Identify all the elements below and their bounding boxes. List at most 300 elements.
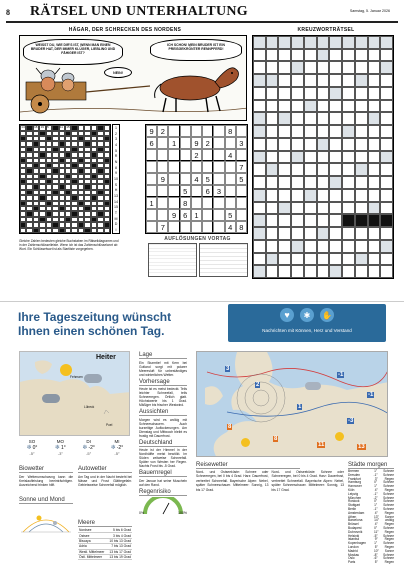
city-name: München	[348, 495, 362, 500]
answer-cell[interactable]	[266, 202, 279, 215]
grid-cell[interactable]: 18	[34, 125, 38, 130]
answer-cell[interactable]	[253, 202, 266, 215]
answer-cell[interactable]	[266, 100, 279, 113]
answer-cell[interactable]	[355, 240, 368, 253]
sea-temp: 10 bis 13 Grad	[107, 538, 132, 543]
answer-cell[interactable]	[355, 138, 368, 151]
answer-cell[interactable]	[278, 253, 291, 266]
answer-cell[interactable]	[253, 176, 266, 189]
answer-cell[interactable]	[368, 87, 381, 100]
answer-cell[interactable]	[342, 240, 355, 253]
city-temp: -5°	[373, 533, 378, 538]
answer-cell[interactable]	[317, 151, 330, 164]
clue-cell	[380, 61, 393, 74]
banner-strip	[0, 301, 404, 343]
grid-cell[interactable]: 11	[59, 125, 63, 130]
answer-cell[interactable]	[266, 125, 279, 138]
sudoku-cell[interactable]	[157, 137, 168, 149]
sudoku-cell[interactable]	[180, 125, 191, 137]
answer-cell[interactable]	[278, 151, 291, 164]
answer-cell[interactable]	[278, 138, 291, 151]
staedte-title: Städte morgen	[348, 462, 394, 469]
answer-cell[interactable]	[355, 125, 368, 138]
answer-cell[interactable]	[317, 202, 330, 215]
answer-cell[interactable]	[380, 202, 393, 215]
answer-cell[interactable]	[342, 151, 355, 164]
key-letter: R	[114, 154, 118, 159]
answer-cell[interactable]	[342, 74, 355, 87]
answer-cell[interactable]	[342, 227, 355, 240]
grid-cell[interactable]: 5	[46, 125, 52, 131]
sudoku-cell[interactable]	[213, 173, 224, 185]
answer-cell[interactable]	[368, 176, 381, 189]
sudoku-cell[interactable]	[213, 197, 224, 209]
sudoku-cell[interactable]	[168, 185, 179, 197]
answer-cell[interactable]	[304, 253, 317, 266]
grid-cell[interactable]: 14	[21, 125, 25, 130]
sudoku-cell[interactable]	[236, 197, 247, 209]
answer-cell[interactable]	[253, 100, 266, 113]
vorhersage-text: Heute ist es meist bedeckt. Teils leichter Schneefall, teils Schneeregen. Örtlich glatt. Höchstwerte bis 1 Grad. Mäßiger bis frischer Westwind.	[139, 387, 187, 407]
sudoku-cell: 4	[191, 173, 202, 185]
answer-cell[interactable]	[278, 240, 291, 253]
kreuzwort-grid[interactable]	[252, 35, 394, 279]
speech-bubble-right: ICH SCHON! MEIN BRUDER IST EIN PREISGEKRÖNTER RENNPFERD!	[150, 39, 242, 61]
answer-cell[interactable]	[342, 163, 355, 176]
answer-cell[interactable]	[291, 214, 304, 227]
map-temp: 3	[226, 366, 230, 372]
key-letter: 8	[115, 165, 117, 170]
answer-cell[interactable]	[253, 240, 266, 253]
city-temp: 0°	[374, 525, 378, 530]
deutschland-text: Heute ist der Himmel in der Nordhälfte meist bewölkt. Im Süden zeitweise Schneefall. Später von Westen her Regen. Nachts Frost bis -5 Grad.	[139, 448, 187, 468]
bauernregel-title: Bauernregel	[139, 470, 187, 477]
sudoku-cell[interactable]	[213, 161, 224, 173]
sudoku-cell[interactable]	[146, 161, 157, 173]
clue-cell	[355, 253, 368, 266]
grid-cell[interactable]: 19	[40, 125, 44, 130]
answer-cell[interactable]	[278, 74, 291, 87]
sudoku-cell: 9	[146, 125, 157, 137]
answer-cell[interactable]	[317, 253, 330, 266]
sudoku-cell[interactable]	[225, 185, 236, 197]
sun-icon	[335, 432, 344, 441]
answer-cell[interactable]	[380, 253, 393, 266]
map-temp: 13	[358, 444, 365, 450]
city-temp: 3°	[374, 476, 378, 481]
answer-cell[interactable]	[329, 163, 342, 176]
answer-cell[interactable]	[342, 189, 355, 202]
sudoku-cell[interactable]	[146, 221, 157, 233]
answer-cell[interactable]	[291, 202, 304, 215]
sudoku-cell[interactable]	[202, 125, 213, 137]
banner-title-line1: Ihre Tageszeitung wünscht	[18, 310, 172, 324]
answer-cell[interactable]	[380, 138, 393, 151]
sudoku-cell[interactable]	[168, 161, 179, 173]
city-name: Berlin	[348, 506, 357, 511]
clue-cell	[304, 189, 317, 202]
sudoku-cell[interactable]	[225, 173, 236, 185]
sudoku-cell[interactable]	[236, 185, 247, 197]
grid-cell[interactable]	[104, 228, 110, 233]
answer-cell[interactable]	[342, 112, 355, 125]
answer-cell[interactable]	[266, 189, 279, 202]
answer-cell[interactable]	[266, 176, 279, 189]
answer-cell[interactable]	[355, 49, 368, 62]
answer-cell[interactable]	[278, 87, 291, 100]
sudoku-cell[interactable]	[157, 161, 168, 173]
answer-cell[interactable]	[317, 125, 330, 138]
answer-cell[interactable]	[368, 125, 381, 138]
answer-cell[interactable]	[329, 240, 342, 253]
answer-cell[interactable]	[380, 265, 393, 278]
answer-cell[interactable]	[368, 61, 381, 74]
answer-cell[interactable]	[278, 125, 291, 138]
sudoku-cell[interactable]	[180, 137, 191, 149]
sudoku-cell: 3	[213, 185, 224, 197]
city-temp: 1°	[374, 503, 378, 508]
day-label: MO	[56, 439, 64, 444]
sudoku-cell[interactable]	[168, 221, 179, 233]
answer-cell[interactable]	[266, 49, 279, 62]
sudoku-cell[interactable]	[146, 173, 157, 185]
city-temp: 0°	[374, 499, 378, 504]
city-condition: Schnee	[383, 533, 394, 538]
answer-cell[interactable]	[380, 49, 393, 62]
answer-cell[interactable]	[266, 151, 279, 164]
sudoku-cell[interactable]	[202, 197, 213, 209]
answer-cell[interactable]	[329, 100, 342, 113]
sea-temp: 3 bis 4 Grad	[107, 533, 132, 538]
sudoku-cell[interactable]	[180, 149, 191, 161]
answer-cell[interactable]	[329, 202, 342, 215]
sudoku-cell[interactable]	[191, 125, 202, 137]
answer-cell[interactable]	[304, 74, 317, 87]
answer-cell[interactable]	[329, 151, 342, 164]
sudoku-cell[interactable]	[191, 161, 202, 173]
clue-cell	[342, 36, 355, 49]
answer-cell[interactable]	[355, 61, 368, 74]
clue-cell	[342, 214, 355, 227]
answer-cell[interactable]	[266, 214, 279, 227]
lage-text: Ein Sturmtief mit Kern bei Gotland sorgt mit polarer Meeresluft für unbeständiges und winterliches Wetter.	[139, 360, 187, 377]
city-condition: Schnee	[383, 552, 394, 557]
answer-cell[interactable]	[368, 189, 381, 202]
answer-cell[interactable]	[304, 163, 317, 176]
clue-cell	[304, 100, 317, 113]
answer-cell[interactable]	[291, 87, 304, 100]
answer-cell[interactable]	[317, 87, 330, 100]
answer-cell[interactable]	[342, 253, 355, 266]
sudoku-cell[interactable]	[213, 221, 224, 233]
answer-cell[interactable]	[304, 87, 317, 100]
answer-cell[interactable]	[266, 61, 279, 74]
sudoku-cell[interactable]	[213, 149, 224, 161]
city-temp: 9°	[374, 537, 378, 542]
sudoku-cell[interactable]	[191, 221, 202, 233]
answer-cell[interactable]	[304, 265, 317, 278]
answer-cell[interactable]	[342, 176, 355, 189]
answer-cell[interactable]	[329, 49, 342, 62]
sudoku-cell[interactable]	[191, 185, 202, 197]
sea-row	[78, 554, 132, 559]
answer-cell[interactable]	[329, 138, 342, 151]
city-condition: Sonne	[384, 514, 394, 519]
sudoku-cell[interactable]	[157, 197, 168, 209]
sudoku-cell[interactable]	[157, 185, 168, 197]
answer-cell[interactable]	[278, 163, 291, 176]
answer-cell[interactable]	[253, 49, 266, 62]
solution-grid-right	[199, 243, 248, 277]
sudoku-cell: 3	[236, 137, 247, 149]
answer-cell[interactable]	[278, 49, 291, 62]
answer-cell[interactable]	[278, 189, 291, 202]
answer-cell[interactable]	[317, 214, 330, 227]
answer-cell[interactable]	[291, 100, 304, 113]
answer-cell[interactable]	[317, 240, 330, 253]
city-temp: -2°	[373, 495, 378, 500]
answer-cell[interactable]	[291, 189, 304, 202]
answer-cell[interactable]	[329, 253, 342, 266]
answer-cell[interactable]	[304, 61, 317, 74]
answer-cell[interactable]	[291, 253, 304, 266]
city-name: Athen	[348, 514, 357, 519]
answer-cell[interactable]	[380, 100, 393, 113]
answer-cell[interactable]	[342, 61, 355, 74]
answer-cell[interactable]	[368, 138, 381, 151]
clue-cell	[266, 253, 279, 266]
key-letter: I	[115, 227, 117, 232]
sudoku-cell[interactable]	[202, 209, 213, 221]
sudoku-cell[interactable]	[157, 209, 168, 221]
answer-cell[interactable]	[253, 163, 266, 176]
day-label: DI	[86, 439, 91, 444]
sudoku-cell[interactable]	[168, 125, 179, 137]
answer-cell[interactable]	[304, 138, 317, 151]
sudoku-cell: 8	[225, 125, 236, 137]
answer-cell[interactable]	[368, 151, 381, 164]
answer-cell[interactable]	[278, 100, 291, 113]
day-label: SO	[28, 439, 36, 444]
answer-cell[interactable]	[329, 61, 342, 74]
sun-moon-title: Sonne und Mond	[19, 497, 73, 504]
sudoku-cell[interactable]	[225, 137, 236, 149]
answer-cell[interactable]	[278, 227, 291, 240]
answer-cell[interactable]	[304, 176, 317, 189]
day-forecast	[19, 439, 45, 461]
autowetter-title: Autowetter	[78, 466, 132, 473]
answer-cell[interactable]	[304, 227, 317, 240]
clue-cell	[253, 151, 266, 164]
sudoku-cell: 1	[191, 209, 202, 221]
answer-cell[interactable]	[266, 138, 279, 151]
sudoku-cell[interactable]	[202, 221, 213, 233]
answer-cell[interactable]	[317, 100, 330, 113]
answer-cell[interactable]	[329, 227, 342, 240]
answer-cell[interactable]	[278, 61, 291, 74]
city-name: Budapest	[348, 525, 362, 530]
answer-cell[interactable]	[317, 189, 330, 202]
gauge-high-label: 100%	[178, 511, 187, 515]
sudoku-cell[interactable]	[213, 137, 224, 149]
sudoku-cell[interactable]	[213, 125, 224, 137]
answer-cell[interactable]	[329, 74, 342, 87]
sudoku-cell[interactable]	[157, 149, 168, 161]
answer-cell[interactable]	[304, 151, 317, 164]
answer-cell[interactable]	[278, 265, 291, 278]
answer-cell[interactable]	[291, 74, 304, 87]
answer-cell[interactable]	[253, 61, 266, 74]
answer-cell[interactable]	[317, 265, 330, 278]
answer-cell[interactable]	[342, 202, 355, 215]
answer-cell[interactable]	[368, 74, 381, 87]
answer-cell[interactable]	[253, 253, 266, 266]
answer-cell[interactable]	[380, 189, 393, 202]
answer-cell[interactable]	[266, 112, 279, 125]
answer-cell[interactable]	[380, 87, 393, 100]
sudoku-cell[interactable]	[168, 173, 179, 185]
answer-cell[interactable]	[368, 240, 381, 253]
answer-cell[interactable]	[355, 87, 368, 100]
grid-cell[interactable]: 15	[66, 125, 70, 130]
answer-cell[interactable]	[368, 214, 381, 227]
answer-cell[interactable]	[278, 214, 291, 227]
answer-cell[interactable]	[291, 176, 304, 189]
answer-cell[interactable]	[291, 227, 304, 240]
city-temp: 1°	[374, 484, 378, 489]
answer-cell[interactable]	[342, 100, 355, 113]
sudoku-cell[interactable]	[146, 149, 157, 161]
answer-cell[interactable]	[317, 74, 330, 87]
sudoku-cell[interactable]	[191, 197, 202, 209]
map-temp: 8	[228, 424, 232, 430]
sudoku-cell[interactable]	[146, 209, 157, 221]
answer-cell[interactable]	[329, 112, 342, 125]
answer-cell[interactable]	[278, 176, 291, 189]
clue-cell	[355, 163, 368, 176]
answer-cell[interactable]	[291, 112, 304, 125]
answer-cell[interactable]	[266, 240, 279, 253]
hand-icon: ✋	[320, 308, 334, 322]
answer-cell[interactable]	[291, 49, 304, 62]
sudoku-cell[interactable]	[213, 209, 224, 221]
answer-cell[interactable]	[355, 189, 368, 202]
answer-cell[interactable]	[253, 138, 266, 151]
answer-cell[interactable]	[253, 87, 266, 100]
answer-cell[interactable]	[342, 49, 355, 62]
answer-cell[interactable]	[380, 227, 393, 240]
clue-cell	[291, 61, 304, 74]
day-high: -2°	[88, 444, 95, 451]
answer-cell[interactable]	[355, 214, 368, 227]
sudoku-cell[interactable]	[225, 197, 236, 209]
sudoku-cell[interactable]	[180, 161, 191, 173]
sudoku-grid[interactable]	[145, 124, 248, 234]
answer-cell[interactable]	[304, 112, 317, 125]
answer-cell[interactable]	[342, 87, 355, 100]
answer-cell[interactable]	[368, 49, 381, 62]
answer-cell[interactable]	[291, 163, 304, 176]
number-crossword-grid[interactable]	[19, 124, 111, 234]
answer-cell[interactable]	[342, 138, 355, 151]
answer-cell[interactable]	[317, 176, 330, 189]
sudoku-cell[interactable]	[168, 149, 179, 161]
sudoku-cell[interactable]	[146, 185, 157, 197]
city-name: Amsterdam	[348, 510, 365, 515]
answer-cell[interactable]	[355, 202, 368, 215]
sea-temp: 13 bis 17 Grad	[107, 549, 132, 554]
sudoku-cell[interactable]	[202, 149, 213, 161]
answer-cell[interactable]	[355, 151, 368, 164]
answer-cell[interactable]	[380, 214, 393, 227]
answer-cell[interactable]	[355, 112, 368, 125]
autowetter-box	[78, 464, 132, 488]
clue-cell	[291, 36, 304, 49]
clue-cell	[253, 265, 266, 278]
answer-cell[interactable]	[380, 163, 393, 176]
answer-cell[interactable]	[266, 227, 279, 240]
answer-cell[interactable]	[317, 61, 330, 74]
answer-cell[interactable]	[368, 253, 381, 266]
answer-cell[interactable]	[329, 189, 342, 202]
answer-cell[interactable]	[304, 214, 317, 227]
answer-cell[interactable]	[380, 74, 393, 87]
answer-cell[interactable]	[355, 265, 368, 278]
answer-cell[interactable]	[266, 87, 279, 100]
weather-text-column	[139, 350, 187, 515]
answer-cell[interactable]	[380, 176, 393, 189]
sudoku-cell[interactable]	[168, 197, 179, 209]
sudoku-cell: 2	[191, 149, 202, 161]
answer-cell[interactable]	[304, 240, 317, 253]
answer-cell[interactable]	[368, 227, 381, 240]
answer-cell[interactable]	[368, 100, 381, 113]
answer-cell[interactable]	[304, 49, 317, 62]
clue-cell	[253, 227, 266, 240]
answer-cell[interactable]	[266, 265, 279, 278]
sudoku-cell[interactable]	[236, 125, 247, 137]
sudoku-cell[interactable]	[225, 161, 236, 173]
answer-cell[interactable]	[291, 138, 304, 151]
city-name: Madrid	[348, 548, 358, 553]
answer-cell[interactable]	[355, 176, 368, 189]
answer-cell[interactable]	[291, 265, 304, 278]
answer-cell[interactable]	[329, 214, 342, 227]
answer-cell[interactable]	[291, 125, 304, 138]
sudoku-cell[interactable]	[180, 221, 191, 233]
sudoku-cell[interactable]	[180, 173, 191, 185]
answer-cell[interactable]	[380, 112, 393, 125]
answer-cell[interactable]	[304, 125, 317, 138]
sudoku-cell: 1	[146, 197, 157, 209]
sudoku-cell[interactable]	[202, 161, 213, 173]
day-forecast	[104, 439, 130, 461]
answer-cell[interactable]	[380, 125, 393, 138]
sudoku-cell[interactable]	[236, 209, 247, 221]
weather-map-europe	[196, 351, 388, 457]
answer-cell[interactable]	[368, 265, 381, 278]
sudoku-cell[interactable]	[236, 149, 247, 161]
answer-cell[interactable]	[329, 125, 342, 138]
answer-cell[interactable]	[355, 100, 368, 113]
answer-cell[interactable]	[355, 227, 368, 240]
sudoku-cell: 2	[157, 125, 168, 137]
answer-cell[interactable]	[317, 163, 330, 176]
answer-cell[interactable]	[317, 112, 330, 125]
answer-cell[interactable]	[304, 202, 317, 215]
answer-cell[interactable]	[342, 265, 355, 278]
answer-cell[interactable]	[368, 163, 381, 176]
